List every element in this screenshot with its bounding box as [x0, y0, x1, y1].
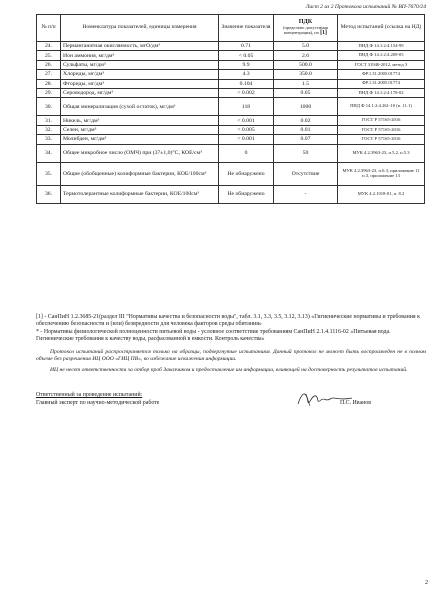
- row-value: 118: [219, 98, 274, 116]
- row-method: ФР.1.31.2005.01774: [338, 70, 425, 79]
- row-method: МУК 4.2.1018-01, п. 8.2: [338, 185, 425, 203]
- row-name: Ион аммония, мг/дм³: [61, 51, 219, 60]
- row-number: 36.: [37, 185, 61, 203]
- row-value: < 0.001: [219, 135, 274, 144]
- table-row: [37, 79, 425, 88]
- row-name: Общая минерализация (сухой остаток), мг/дм³: [61, 98, 219, 116]
- row-pdk: 0.07: [274, 135, 338, 144]
- table-row: [37, 125, 425, 134]
- row-method: ГОСТ Р 57165-2016: [338, 125, 425, 134]
- row-number: 26.: [37, 60, 61, 69]
- row-pdk: -: [274, 185, 338, 203]
- footnote-sanpin: [1] - СанПиН 1.2.3685-21(раздел III "Нормативы качества и безопасности воды", табл. 3.1, 3.3, 3.5, 3.12, 3.13) «Гигиенические нормативы и требования к обеспечению безопасности и (или) безвредности для человека факторов среды обитания»: [36, 314, 420, 328]
- signer-name: П.С. Иванов: [339, 400, 371, 406]
- protocol-disclaimer: [36, 349, 426, 374]
- results-table: [36, 14, 425, 204]
- row-name: Сульфаты, мг/дм³: [61, 60, 219, 69]
- responsible-label: Ответственный за проведение испытаний:: [36, 392, 143, 398]
- table-row: [37, 135, 425, 144]
- row-name: Термотолерантные колиформные бактерии, КОЕ/100см³: [61, 185, 219, 203]
- row-pdk: 50: [274, 144, 338, 162]
- row-number: 27.: [37, 70, 61, 79]
- row-value: < 0.005: [219, 125, 274, 134]
- row-pdk: Отсутствие: [274, 162, 338, 185]
- signer-position: Главный эксперт по научно-методической работе: [36, 399, 160, 406]
- row-name: Сероводород, мг/дм³: [61, 88, 219, 97]
- row-method: ФР.1.31.2005.01774: [338, 79, 425, 88]
- row-name: Молибден, мг/дм³: [61, 135, 219, 144]
- row-number: 33.: [37, 135, 61, 144]
- table-row: [37, 70, 425, 79]
- disclaimer-scope: Протокол испытаний распространяется только на образцы, подвергнутые испытаниям. Данный протокол не может быть воспроизведен не в полном объеме без разрешения ИЦ ООО «ГИЦ ПВ», во избежание искажения информации.: [36, 349, 426, 363]
- row-number: 29.: [37, 88, 61, 97]
- row-pdk: 5.0: [274, 42, 338, 51]
- row-method: ГОСТ Р 57165-2016: [338, 116, 425, 125]
- page-header: Лист 2 из 2 Протокола испытаний № ВП-7670/24: [305, 4, 426, 10]
- row-value: 0.104: [219, 79, 274, 88]
- pdk-ref: [1]: [320, 30, 328, 37]
- row-pdk: 2.6: [274, 51, 338, 60]
- row-number: 32.: [37, 125, 61, 134]
- row-value: < 0.05: [219, 51, 274, 60]
- row-name: Никель, мг/дм³: [61, 116, 219, 125]
- row-name: Перманганатная окисляемость, мгО/дм³: [61, 42, 219, 51]
- table-row: [37, 185, 425, 203]
- row-pdk: 0.05: [274, 88, 338, 97]
- pdk-title: ПДК: [298, 18, 313, 26]
- table-row: [37, 162, 425, 185]
- row-value: 0.71: [219, 42, 274, 51]
- row-number: 30.: [37, 98, 61, 116]
- row-pdk: 1.5: [274, 79, 338, 88]
- table-row: [37, 42, 425, 51]
- footnotes: [36, 314, 426, 344]
- col-method-header: Метод испытаний (ссылка на НД): [338, 15, 425, 42]
- row-pdk: 1000: [274, 98, 338, 116]
- row-method: ГОСТ Р 57165-2016: [338, 135, 425, 144]
- row-method: МУК 4.2.3963-23, п.5.2, п.5.3: [338, 144, 425, 162]
- row-name: Общее микробное число (ОМЧ) при (37±1,0)°С, КОЕ/см³: [61, 144, 219, 162]
- table-row: [37, 51, 425, 60]
- row-method: ПНД Ф 14.1:2:4.178-02: [338, 88, 425, 97]
- row-number: 24.: [37, 42, 61, 51]
- row-pdk: 0.02: [274, 116, 338, 125]
- row-pdk: 500.0: [274, 60, 338, 69]
- row-number: 35.: [37, 162, 61, 185]
- footnote-asterisk: * - Нормативы физиологической полноценности питьевой воды - условное соответствие требованиям СанПиН 2.1.4.1116-02 «Питьевая вода. Гигиенические требования к качеству воды, расфасованной в емкости. Контроль качества»: [36, 328, 391, 343]
- table-row: [37, 98, 425, 116]
- col-pdk-header: [274, 15, 338, 42]
- table-row: [37, 88, 425, 97]
- row-method: ПНД Ф 14.1:2:4.261-10 (п. 11.1): [338, 98, 425, 116]
- row-method: ПНД Ф 14.1:2:4.209-05: [338, 51, 425, 60]
- row-number: 31.: [37, 116, 61, 125]
- table-row: [37, 60, 425, 69]
- row-number: 28.: [37, 79, 61, 88]
- row-value: < 0.001: [219, 116, 274, 125]
- row-method: МУК 4.2.3963-23, п.6.3, приложение 11 п.3, приложение 13: [338, 162, 425, 185]
- row-pdk: 350.0: [274, 70, 338, 79]
- table-header-row: [37, 15, 425, 42]
- signature-block: [36, 392, 426, 407]
- row-name: Фториды, мг/дм³: [61, 79, 219, 88]
- row-value: 4.3: [219, 70, 274, 79]
- row-number: 25.: [37, 51, 61, 60]
- row-name: Хлориды, мг/дм³: [61, 70, 219, 79]
- table-row: [37, 144, 425, 162]
- row-pdk: 0.01: [274, 125, 338, 134]
- pdk-subtitle: (предельно допустимая концентрация), по: [283, 24, 328, 36]
- row-number: 34.: [37, 144, 61, 162]
- row-value: < 0.002: [219, 88, 274, 97]
- table-row: [37, 116, 425, 125]
- col-num-header: № п/п: [37, 15, 61, 42]
- row-method: ГОСТ 31940-2012, метод 3: [338, 60, 425, 69]
- row-value: 0: [219, 144, 274, 162]
- page-number: 2: [425, 580, 428, 586]
- row-name: Селен, мг/дм³: [61, 125, 219, 134]
- row-name: Общие (обобщенные) колиформные бактерии, КОЕ/100см³: [61, 162, 219, 185]
- col-name-header: Номенклатура показателей, единицы измерения: [61, 15, 219, 42]
- disclaimer-responsibility: ИЦ не несет ответственности за отбор проб Заказчиком и предоставление им информации, влияющей на достоверность результатов испытаний.: [50, 366, 408, 373]
- col-value-header: Значение показателя: [219, 15, 274, 42]
- row-value: Не обнаружено: [219, 185, 274, 203]
- row-value: 9.9: [219, 60, 274, 69]
- row-value: Не обнаружено: [219, 162, 274, 185]
- row-method: ПНД Ф 14.1:2:4.154-99: [338, 42, 425, 51]
